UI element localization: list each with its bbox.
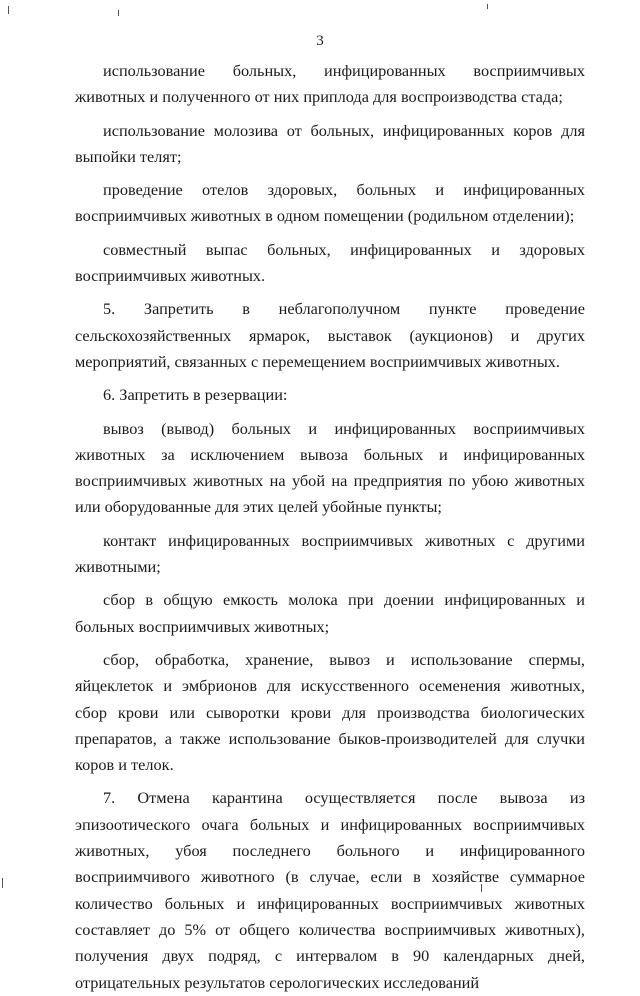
scan-mark-top <box>118 10 119 16</box>
paragraph-item-7: 7. Отмена карантина осуществляется после вывоза из эпизоотического очага больных и инфицированных восприимчивых животных, убоя последнего больного и инфицированного восприимчивого животного (в случае, если в хозяйстве суммарное количество больных и инфицированных восприимчивых животных составляет до 5% от общего количества восприимчивых животных), получения двух подряд, с интервалом в 90 календарных дней, отрицательных результатов серологических исследований <box>75 788 585 992</box>
paragraph-item-6: 6. Запретить в резервации: <box>103 385 288 405</box>
paragraph-item-5: 5. Запретить в неблагополучном пункте проведение сельскохозяйственных ярмарок, выставок (аукционов) и других мероприятий, связанных с перемещением восприимчивых животных. <box>75 299 585 371</box>
paragraph-milk: сбор в общую емкость молока при доении инфицированных и больных восприимчивых животных; <box>75 590 585 636</box>
paragraph-export: вывоз (вывод) больных и инфицированных восприимчивых животных за исключением вывоза больных и инфицированных восприимчивых животных на убой на предприятия по убою животных или оборудованные для этих целей убойные пункты; <box>75 418 585 517</box>
paragraph-grazing: совместный выпас больных, инфицированных и здоровых восприимчивых животных. <box>75 239 585 286</box>
page-number: 3 <box>316 33 324 49</box>
scan-mark-top-left <box>8 6 9 14</box>
paragraph-calving: проведение отелов здоровых, больных и инфицированных восприимчивых животных в одном помещении (родильном отделении); <box>75 180 585 226</box>
paragraph-use-sick-animals: использование больных, инфицированных восприимчивых животных и полученного от них приплода для воспроизводства стада; <box>75 61 585 107</box>
paragraph-colostrum: использование молозива от больных, инфицированных коров для выпойки телят; <box>75 120 585 166</box>
scan-mark-top-right <box>487 4 488 9</box>
paragraph-contact: контакт инфицированных восприимчивых животных с другими животными; <box>75 530 585 577</box>
scan-mark-bottom-left <box>2 878 3 888</box>
document-body <box>75 58 585 996</box>
paragraph-sperm: сбор, обработка, хранение, вывоз и использование спермы, яйцеклеток и эмбрионов для искусственного осеменения животных, сбор крови или сыворотки крови для производства биологических препаратов, а также использование быков-производителей для случки коров и телок. <box>75 649 585 775</box>
